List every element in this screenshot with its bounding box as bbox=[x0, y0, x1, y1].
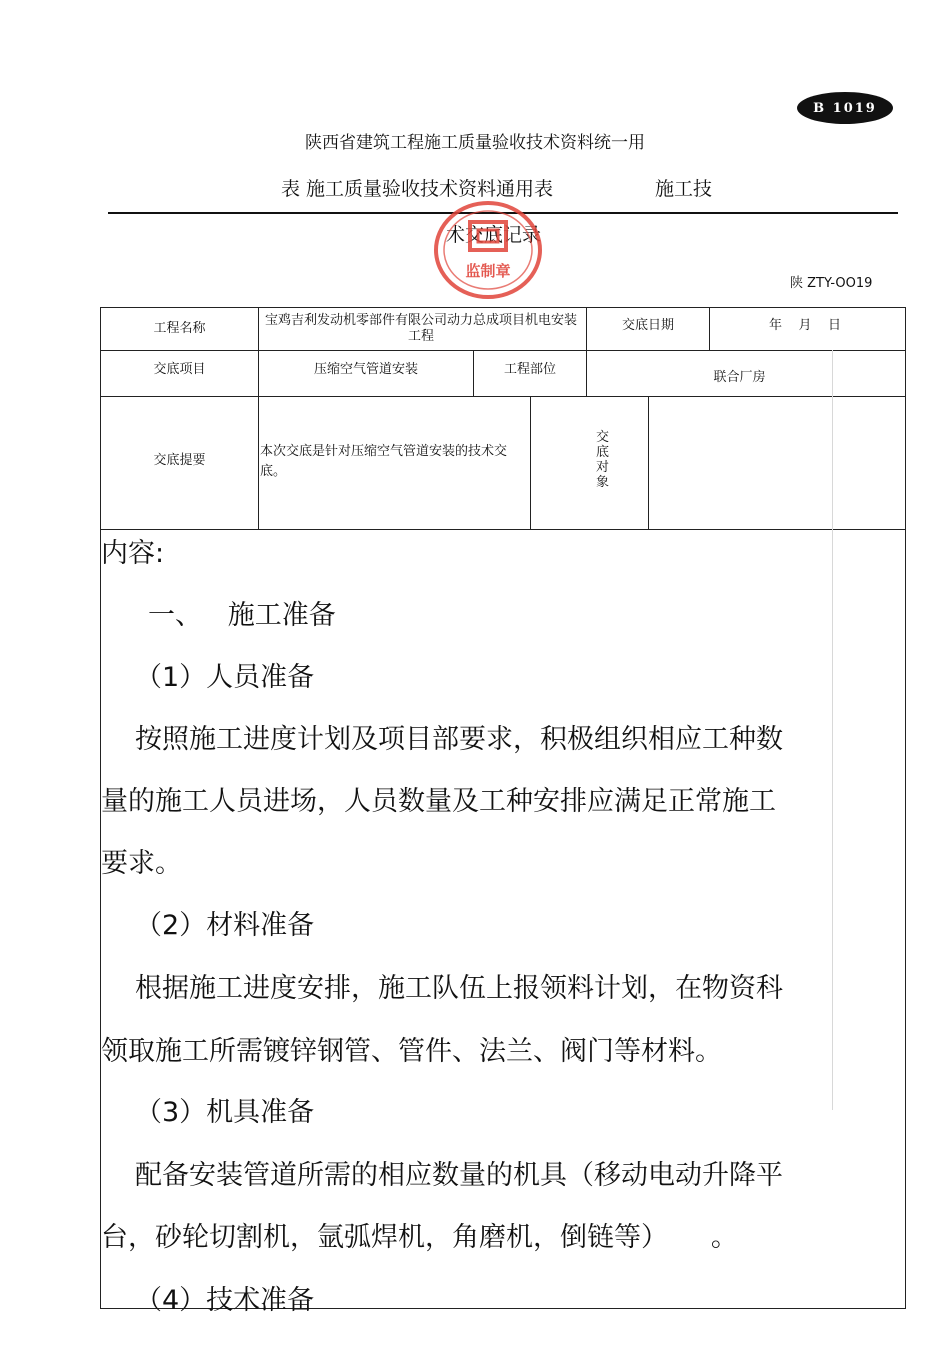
paragraph-tools-line2: 台，砂轮切割机，氩弧焊机，角磨机，倒链等） 。 bbox=[101, 1222, 738, 1253]
frame-right-border bbox=[905, 307, 906, 1309]
row3-divider-b bbox=[530, 396, 531, 530]
row1-divider-c bbox=[709, 307, 710, 351]
row3-divider-a bbox=[258, 396, 259, 530]
label-date: 交底日期 bbox=[621, 318, 674, 333]
label-summary: 交底提要 bbox=[153, 453, 206, 468]
form-title-line2-right: 施工技 bbox=[655, 178, 713, 200]
value-summary: 本次交底是针对压缩空气管道安装的技术交底。 bbox=[260, 444, 508, 479]
section-heading-1: 一、 施工准备 bbox=[148, 600, 336, 631]
subheading-technical: （4）技术准备 bbox=[135, 1285, 315, 1316]
subheading-materials: （2）材料准备 bbox=[135, 910, 315, 941]
form-title-line2-left: 表 施工质量验收技术资料通用表 bbox=[281, 178, 554, 200]
label-project-name: 工程名称 bbox=[153, 321, 206, 336]
label-target: 交底对象 bbox=[596, 430, 610, 490]
row3-divider-c bbox=[648, 396, 649, 530]
paragraph-materials-line1: 根据施工进度安排，施工队伍上报领料计划，在物资科 bbox=[135, 973, 783, 1004]
row1-divider-a bbox=[258, 307, 259, 351]
value-location: 联合厂房 bbox=[713, 370, 766, 385]
scan-line bbox=[832, 350, 833, 1110]
value-item: 压缩空气管道安装 bbox=[313, 362, 418, 377]
form-title-line1: 陕西省建筑工程施工质量验收技术资料统一用 bbox=[305, 133, 645, 153]
label-item: 交底项目 bbox=[153, 362, 206, 377]
badge-b1019: B 1019 bbox=[797, 92, 893, 124]
value-date: 年 月 日 bbox=[768, 318, 842, 333]
subheading-personnel: （1）人员准备 bbox=[135, 662, 315, 693]
paragraph-personnel-line3: 要求。 bbox=[101, 848, 182, 879]
label-location: 工程部位 bbox=[503, 362, 556, 377]
svg-text:监制章: 监制章 bbox=[465, 262, 511, 280]
row3-bottom-border bbox=[100, 529, 906, 530]
content-heading: 内容: bbox=[101, 538, 165, 569]
paragraph-materials-line2: 领取施工所需镀锌钢管、管件、法兰、阀门等材料。 bbox=[101, 1036, 722, 1067]
paragraph-personnel-line1: 按照施工进度计划及项目部要求，积极组织相应工种数 bbox=[135, 724, 783, 755]
paragraph-tools-line1: 配备安装管道所需的相应数量的机具（移动电动升降平 bbox=[135, 1160, 783, 1191]
form-title-line3: 术交底记录 bbox=[446, 224, 542, 246]
value-project-name: 宝鸡吉利发动机零部件有限公司动力总成项目机电安装工程 bbox=[264, 313, 577, 344]
seal-stamp-icon bbox=[432, 200, 544, 300]
paragraph-personnel-line2: 量的施工人员进场，人员数量及工种安排应满足正常施工 bbox=[101, 786, 776, 817]
subheading-tools: （3）机具准备 bbox=[135, 1097, 315, 1128]
form-code: 陕 ZTY-OO19 bbox=[790, 276, 873, 291]
